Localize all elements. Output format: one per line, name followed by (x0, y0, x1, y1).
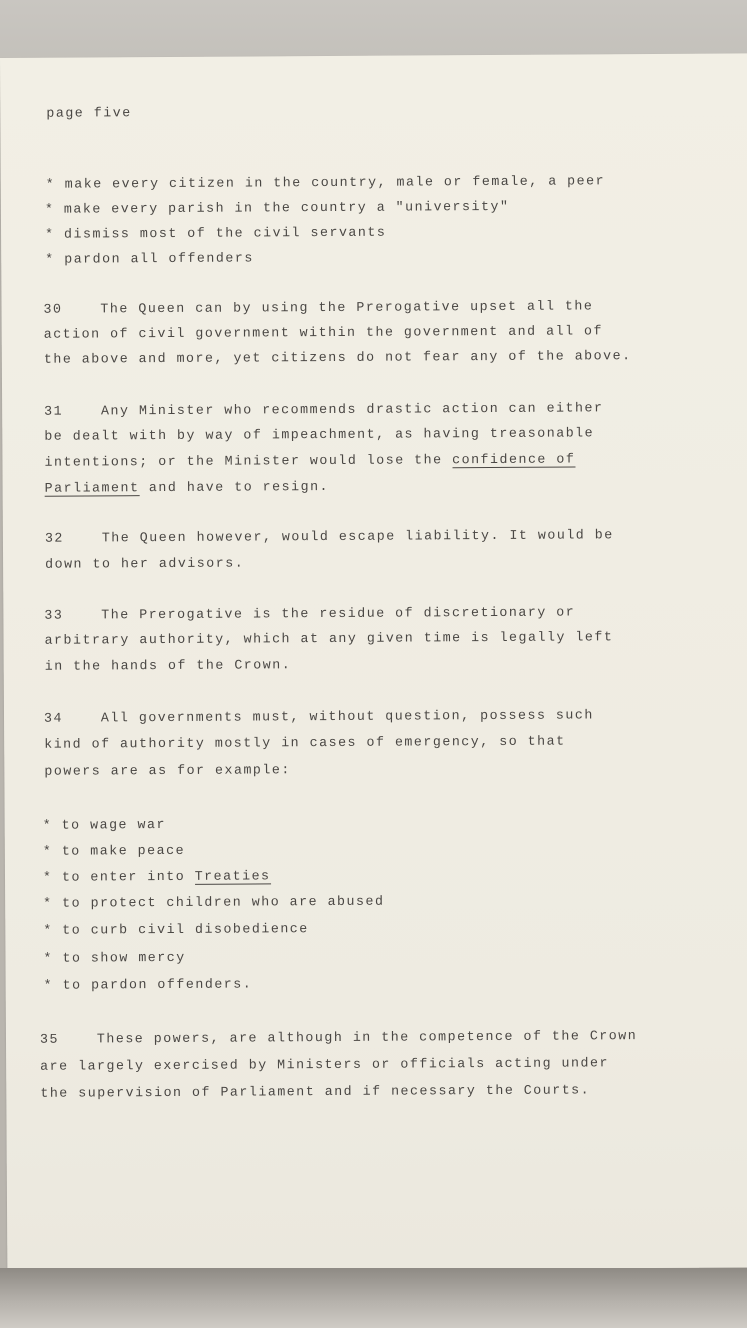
list-item: * to pardon offenders. (43, 976, 253, 993)
typewritten-page (0, 53, 747, 1272)
paragraph-35-line: 35 These powers, are although in the competence of the Crown (39, 1028, 638, 1047)
paragraph-31-text: and have to resign. (139, 478, 330, 496)
paragraph-34-line: 34 All governments must, without question, possess such (43, 707, 594, 726)
paragraph-35-line: the supervision of Parliament and if necessary the Courts. (40, 1082, 591, 1101)
paragraph-30-line: 30 The Queen can by using the Prerogative upset all the (43, 298, 594, 317)
paragraph-33-line: arbitrary authority, which at any given time is legally left (44, 629, 614, 648)
list-item: * to wage war (42, 817, 166, 833)
paragraph-31-line: be dealt with by way of impeachment, as having treasonable (44, 425, 595, 444)
list-item: * make every parish in the country a "university" (44, 198, 510, 217)
list-item: * dismiss most of the civil servants (45, 224, 387, 242)
list-item: * pardon all offenders (45, 250, 254, 267)
paragraph-30-line: the above and more, yet citizens do not fear any of the above. (43, 348, 632, 367)
paragraph-35-line: are largely exercised by Ministers or officials acting under (40, 1055, 609, 1074)
paragraph-33-line: in the hands of the Crown. (44, 657, 292, 674)
paragraph-31-text: intentions; or the Minister would lose the (44, 452, 453, 470)
paragraph-30-line: action of civil government within the government and all of (43, 323, 604, 342)
list-item: * to curb civil disobedience (43, 921, 309, 938)
underlined-phrase: Treaties (194, 868, 271, 884)
list-item: * to show mercy (43, 949, 186, 966)
paragraph-32-line: 32 The Queen however, would escape liability. It would be (44, 527, 614, 546)
paragraph-31-line (44, 451, 575, 470)
paragraph-34-line: kind of authority mostly in cases of emergency, so that (44, 733, 566, 752)
list-item: * make every citizen in the country, male or female, a peer (45, 173, 606, 192)
underlined-phrase: confidence of (452, 451, 576, 468)
list-item-text: * to enter into (42, 868, 195, 885)
paragraph-32-line: down to her advisors. (45, 555, 245, 572)
background-bottom (0, 1268, 747, 1328)
paragraph-31-line: 31 Any Minister who recommends drastic action can either (44, 400, 604, 419)
paragraph-31-line (45, 479, 329, 497)
list-item (43, 868, 271, 885)
underlined-phrase: Parliament (44, 480, 140, 496)
page-label: page five (46, 105, 132, 121)
list-item: * to protect children who are abused (43, 893, 385, 911)
paragraph-33-line: 33 The Prerogative is the residue of discretionary or (44, 604, 576, 623)
paragraph-34-line: powers are as for example: (44, 762, 291, 779)
list-item: * to make peace (42, 842, 186, 859)
